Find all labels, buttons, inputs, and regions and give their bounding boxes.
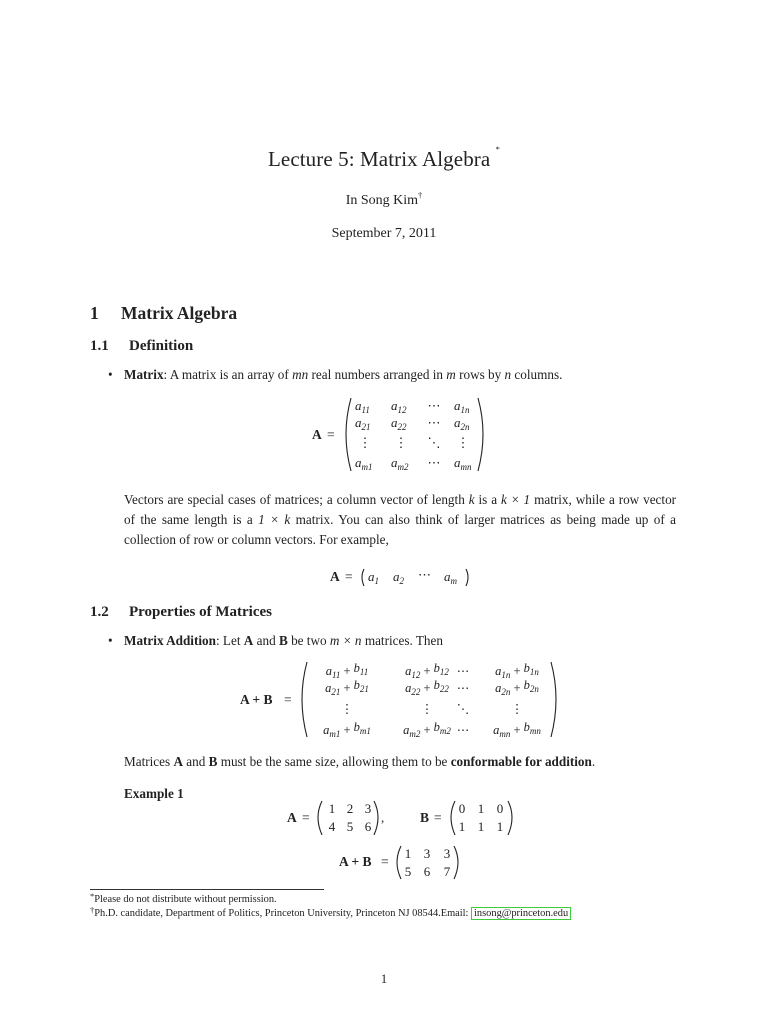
matrix-entry: $a_{22} + b_{22}$	[405, 678, 449, 697]
matrix-entry: ⋯	[427, 415, 441, 430]
matrix-entry: $a_{12} + b_{12}$	[405, 661, 449, 680]
matrix-entry: $a_{21} + b_{21}$	[325, 678, 369, 697]
matrix-entry: $a_2$	[393, 569, 404, 586]
matrix-entry: ⋱	[456, 702, 470, 716]
subsection-number: 1.2	[90, 604, 109, 620]
matrix-entry: 5	[404, 864, 412, 879]
matrix-entry: 0	[458, 801, 466, 816]
matrix-entry: 1	[328, 801, 336, 816]
right-paren	[508, 801, 512, 835]
footnote-mark: †	[90, 905, 95, 915]
matrix-entry: $a_{21}$	[355, 415, 371, 432]
math-dim: 1 × k	[258, 512, 291, 528]
subsection-title: Definition	[129, 338, 194, 354]
matrix-entry: 3	[443, 846, 451, 861]
date: September 7, 2011	[331, 226, 437, 241]
matrix-entry: 4	[328, 819, 336, 834]
math-dim: k × 1	[500, 492, 531, 507]
page-number: 1	[380, 972, 388, 986]
matrix-entry: 1	[404, 846, 412, 861]
para-text: .	[591, 754, 596, 769]
bullet-term: Matrix Addition	[124, 633, 216, 648]
para-text: Matrices	[124, 754, 174, 769]
para-text: a row vector of the same length is a	[124, 492, 677, 528]
matrix-entry: 1	[477, 819, 485, 834]
equals-sign: =	[284, 692, 292, 707]
author-footnote-mark: †	[418, 190, 423, 200]
section-title: Matrix Algebra	[121, 303, 238, 323]
matrix-entry: 5	[346, 819, 354, 834]
matrix-entry: 0	[496, 801, 504, 816]
equals-sign: =	[302, 810, 310, 825]
matrix-entry: ⋯	[456, 664, 470, 678]
matrix-entry: $a_{1n} + b_{1n}$	[495, 661, 539, 680]
matrix-entry: ⋮	[456, 435, 470, 450]
matrix-entry: ⋮	[340, 702, 354, 716]
matrix-entry: ⋮	[510, 702, 524, 716]
matrix-entry: 2	[346, 801, 354, 816]
comma: ,	[381, 810, 385, 825]
footnote-text: Please do not distribute without permission.	[94, 894, 277, 905]
footnote-2	[90, 905, 571, 919]
matrix-entry: 6	[423, 864, 431, 879]
matrix-entry: 1	[458, 819, 466, 834]
para-text: is a	[478, 492, 498, 507]
math-matrix: B	[208, 754, 218, 769]
matrix-entry: $a_{12}$	[391, 398, 407, 415]
subsection-title: Properties of Matrices	[129, 604, 272, 620]
para-text: matrix, while	[534, 492, 606, 507]
matrix-entry: ⋯	[456, 723, 470, 737]
bold-term: conformable for addition	[450, 754, 592, 769]
matrix-entry: $a_{22}$	[391, 415, 407, 432]
bullet-text: be two	[287, 633, 330, 648]
bullet-text: matrices. Then	[361, 633, 443, 648]
footnote-rule	[90, 889, 324, 890]
matrix-entry: ⋯	[427, 398, 441, 413]
bullet-text: : Let	[215, 633, 244, 648]
matrix-entry: 1	[496, 819, 504, 834]
bullet-text: : A matrix is an array of	[163, 367, 293, 382]
equals-sign: =	[434, 810, 442, 825]
matrix-entry: $a_1$	[368, 569, 379, 586]
matrix-entry: ⋱	[427, 435, 441, 450]
para-text: being made up of a collection of row or column vectors. For example,	[124, 512, 677, 548]
matrix-entry: $a_{2n} + b_{2n}$	[495, 678, 539, 697]
matrix-entry: $a_{m2} + b_{m2}$	[403, 720, 451, 739]
example-B-name: B	[420, 810, 430, 825]
bullet-text: and	[253, 633, 279, 648]
right-paren	[374, 801, 378, 835]
subsection-number: 1.1	[90, 338, 109, 354]
math-var: n	[504, 367, 512, 382]
matrix-entry: $a_{2n}$	[454, 415, 470, 432]
para-text: and	[182, 754, 209, 769]
footnote-text: Ph.D. candidate, Department of Politics, Princeton University, Princeton NJ 08544.Email:	[94, 908, 472, 919]
matrix-entry: $a_{m2}$	[391, 455, 409, 472]
math-matrix: B	[278, 633, 288, 648]
matrix-entry: 3	[364, 801, 372, 816]
left-paren	[397, 846, 401, 879]
matrix-entry: ⋯	[427, 455, 441, 470]
bullet-text: columns.	[511, 367, 563, 382]
eq3-lhs: A + B	[240, 692, 273, 707]
matrix-entry: 7	[443, 864, 451, 879]
example-label: Example 1	[124, 786, 184, 801]
para-text: Vectors are special cases of matrices; a column vector of length	[124, 492, 465, 507]
right-paren	[454, 846, 458, 879]
matrix-entry: 1	[477, 801, 485, 816]
matrix-entry: $a_{mn} + b_{mn}$	[493, 720, 541, 739]
matrix-entry: ⋮	[394, 435, 408, 450]
math-var: mn	[292, 367, 309, 382]
matrix-entry: $a_{1n}$	[454, 398, 470, 415]
math-matrix: A	[243, 633, 254, 648]
example-sum-name: A + B	[339, 854, 372, 869]
matrix-entry: 6	[364, 819, 372, 834]
eq1-lhs: A	[312, 427, 322, 442]
bullet-icon: •	[108, 367, 113, 382]
bullet-text: rows by	[455, 367, 505, 382]
matrix-entry: $a_{11}$	[355, 398, 370, 415]
left-paren	[318, 801, 322, 835]
matrix-entry: $a_{mn}$	[454, 455, 472, 472]
footnote-1	[90, 891, 277, 905]
email-link[interactable]: insong@princeton.edu	[471, 907, 571, 920]
para-text: must be the same size, allowing them to be	[217, 754, 451, 769]
title-footnote-mark: *	[495, 144, 501, 154]
title-text: Lecture 5: Matrix Algebra	[267, 147, 491, 171]
author-name: In Song Kim	[345, 193, 419, 208]
math-var: k	[468, 492, 475, 507]
equals-sign: =	[345, 569, 353, 584]
matrix-entry: 3	[423, 846, 431, 861]
equals-sign: =	[381, 854, 389, 869]
bullet-icon: •	[108, 633, 113, 648]
left-paren	[451, 801, 455, 835]
math-var: m	[446, 367, 456, 382]
matrix-entry: ⋯	[456, 681, 470, 695]
section-number: 1	[90, 303, 99, 323]
footnote-mark: *	[90, 891, 95, 901]
para-text: matrix. You can also think of larger matrices as	[295, 512, 562, 528]
example-A-name: A	[287, 810, 297, 825]
eq2-lhs: A	[330, 569, 340, 584]
matrix-entry: $a_m$	[444, 569, 457, 586]
matrix-entry: ⋮	[420, 702, 434, 716]
matrix-entry: $a_{m1}$	[355, 455, 373, 472]
matrix-entry: $a_{m1} + b_{m1}$	[323, 720, 371, 739]
bullet-text: real numbers arranged in	[308, 367, 447, 382]
math-matrix: A	[173, 754, 183, 769]
matrix-entry: ⋮	[358, 435, 372, 450]
equals-sign: =	[327, 427, 335, 442]
bullet-term: Matrix	[124, 367, 164, 382]
math-dim: m × n	[329, 633, 362, 648]
matrix-entry: $a_{11} + b_{11}$	[325, 661, 369, 680]
matrix-entry: ⋯	[418, 567, 431, 582]
